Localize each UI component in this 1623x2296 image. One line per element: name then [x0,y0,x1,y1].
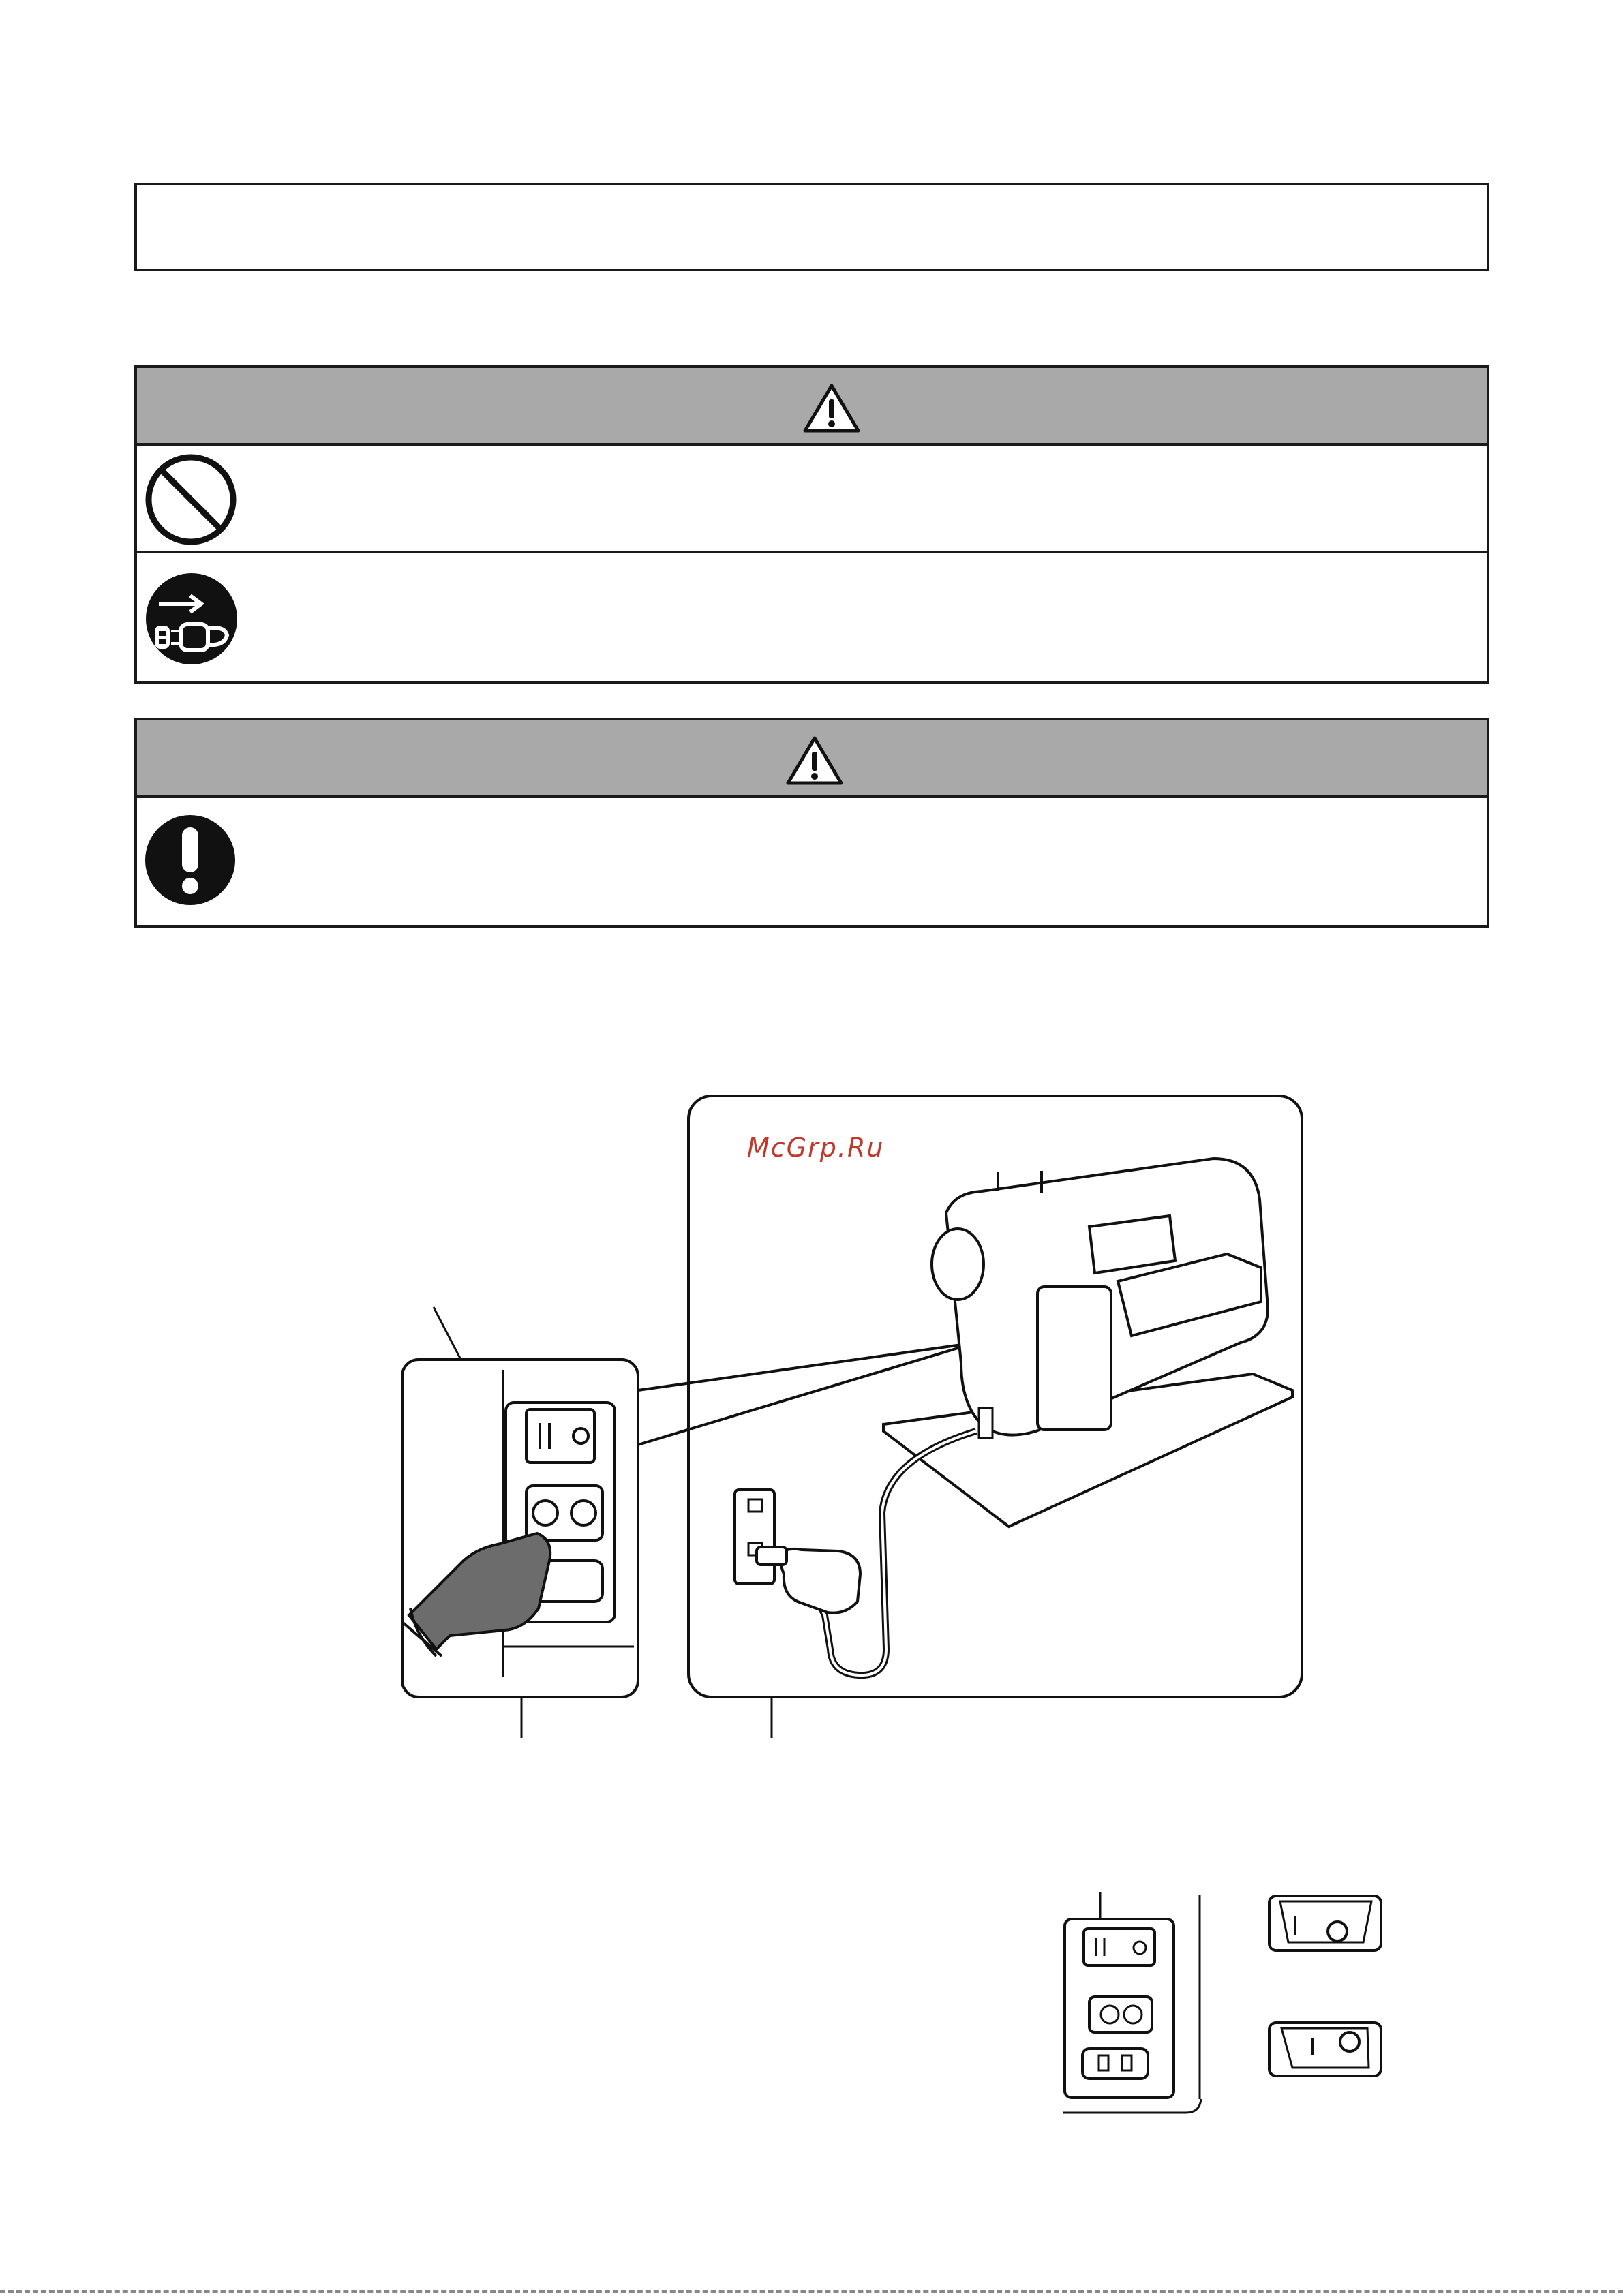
caution-header [137,720,1487,798]
power-socket [526,1486,603,1540]
switch-on-state [1269,1896,1381,1950]
warning-header [137,368,1487,446]
unplug-icon [144,571,239,667]
power-switch [526,1409,594,1463]
warning-panel [134,365,1489,684]
power-switch-closeup [1084,1929,1155,1965]
switch-off-state [1269,2023,1381,2076]
warning-triangle-icon [785,735,844,786]
sewing-machine-illustration [0,1077,1623,1772]
watermark: McGrp.Ru [747,1133,885,1163]
prohibition-icon [144,453,238,547]
title-box [134,183,1489,271]
warning-triangle-icon [802,383,861,433]
handwheel [932,1229,984,1300]
page-bottom-rule [0,2290,1623,2293]
warning-divider [137,551,1487,553]
mandatory-action-icon [144,814,237,906]
switch-detail-illustration [1050,1881,1404,2126]
caution-panel [134,718,1489,928]
